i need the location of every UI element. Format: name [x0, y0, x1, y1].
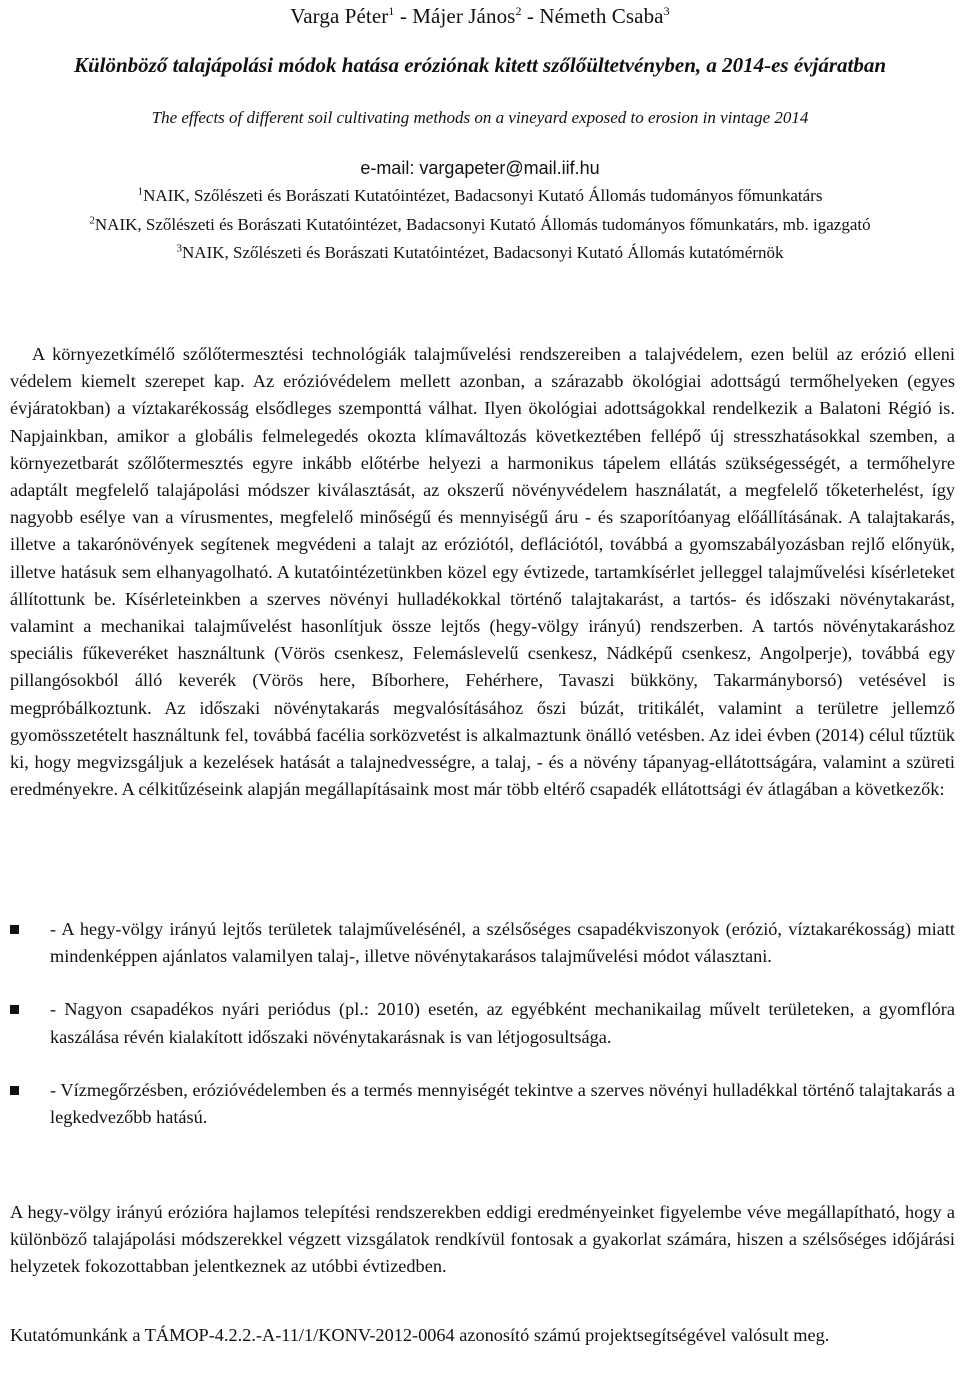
- affiliation-sup: 2: [89, 214, 95, 227]
- list-item: [10, 996, 955, 1050]
- author-name: Németh Csaba: [539, 4, 664, 28]
- author-sup: 2: [515, 4, 522, 18]
- list-item-text: - A hegy-völgy irányú lejtős területek talajművelésénél, a szélsőséges csapadékviszonyok (erózió, víztakarékosság) miatt mindenképpen ajánlatos valamilyen talaj-, illetve növénytakarásos talajművelési módot választani.: [50, 919, 955, 967]
- list-item: [10, 1077, 955, 1131]
- affiliation: [0, 186, 960, 206]
- square-bullet-icon: [10, 1086, 19, 1095]
- affiliation: [0, 215, 960, 235]
- list-item-text: - Vízmegőrzésben, erózióvédelemben és a termés mennyiségét tekintve a szerves növényi hulladékkal történő talajtakarás a legkedvezőbb hatású.: [50, 1079, 955, 1128]
- title-hungarian: Különböző talajápolási módok hatása eróziónak kitett szőlőültetvényben, a 2014-es évjáratban: [73, 53, 887, 77]
- title-english: The effects of different soil cultivating methods on a vineyard exposed to erosion in vintage 2014: [151, 108, 809, 127]
- list-item-text: - Nagyon csapadékos nyári periódus (pl.: 2010) esetén, az egyébként mechanikailag művelt területeken, a gyomflóra kaszálása révén kialakított időszaki növénytakarásnak is van létjogosultsága.: [50, 999, 955, 1047]
- affiliation-text: NAIK, Szőlészeti és Borászati Kutatóintézet, Badacsonyi Kutató Állomás kutatómérnök: [182, 243, 784, 262]
- findings-list: [10, 916, 955, 1157]
- author-sup: 1: [388, 4, 395, 18]
- affiliation-sup: 1: [137, 185, 144, 198]
- affiliation: [0, 243, 960, 263]
- acknowledgement-paragraph: Kutatómunkánk a TÁMOP-4.2.2.-A-11/1/KONV-2012-0064 azonosító számú projektsegítségével valósult meg.: [10, 1325, 830, 1345]
- affiliation-text: NAIK, Szőlészeti és Borászati Kutatóintézet, Badacsonyi Kutató Állomás tudományos főmunkatárs: [143, 186, 823, 205]
- square-bullet-icon: [10, 925, 19, 934]
- affiliation-sup: 3: [176, 242, 183, 255]
- author-name: Májer János: [412, 4, 516, 28]
- abstract-paragraph: A környezetkímélő szőlőtermesztési technológiák talajművelési rendszereiben a talajvédelem, ezen belül az erózió elleni védelem kiemelt szerepet kap. Az erózióvédelem mellett azonban, a szárazabb ökológiai adottságú termőhelyeken (egyes évjáratokban) a víztakarékosság elsődleges szemponttá válhat. Ilyen ökológiai adottságokkal rendelkezik a Balatoni Régió is. Napjainkban, amikor a globális felmelegedés okozta klímaváltozás következtében fellépő új stresszhatásokkal szemben, a környezetbarát szőlőtermesztés egyre inkább előtérbe helyezi a harmonikus tápelem ellátás szükségességét, a termőhelyre adaptált megfelelő talajápolási módszer kiválasztását, az okszerű növényvédelem használatát, a megfelelő tőketerhelést, így nagyobb esélye van a vírusmentes, megfelelő minőségű és mennyiségű áru - és szaporítóanyag előállításának. A talajtakarás, illetve a takarónövények segítenek megvédeni a talajt az eróziótól, deflációtól, továbbá a gyomszabályozásban rejlő előnyük, illetve hatásuk sem elhanyagolható. A kutatóintézetünkben közel egy évtizede, tartamkísérlet jelleggel talajművelési kísérleteket állítottunk be. Kísérleteinkben a szerves növényi hulladékokkal történő talajtakarást, a tartós- és időszaki növénytakarást, valamint a mechanikai talajművelést hasonlítjuk össze lejtős (hegy-völgy irányú) rendszerben. A tartós növénytakaráshoz speciális fűkeveréket használtunk (Vörös csenkesz, Felemáslevelű csenkesz, Nádképű csenkesz, Angolperje), továbbá egy pillangósokból álló keverék (Vörös here, Bíborhere, Fehérhere, Tavaszi bükköny, Takarmányborsó) vetésével is megpróbálkoztunk. Az időszaki növénytakarás megvalósításához őszi búzát, tritikálét, valamint a területre jellemző gyomösszetételt használtunk fel, továbbá facélia sorközvetést is alkalmaztunk önálló vetésben. Az idei évben (2014) célul tűztük ki, hogy megvizsgáljuk a kezelések hatását a talajnedvességre, a talaj, - és a növény tápanyag-ellátottságára, valamint a szüreti eredményekre. A célkitűzéseink alapján megállapításaink most már több eltérő csapadék ellátottsági év átlagában a következők:: [10, 344, 955, 800]
- author-separator: -: [394, 4, 413, 28]
- author-name: Varga Péter: [290, 4, 389, 28]
- author-line: [0, 4, 960, 29]
- author-sup: 3: [663, 4, 670, 18]
- author-email: e-mail: vargapeter@mail.iif.hu: [360, 158, 600, 178]
- conclusion-paragraph: A hegy-völgy irányú erózióra hajlamos telepítési rendszerekben eddigi eredményeinket figyelembe véve megállapítható, hogy a különböző talajápolási módszerekkel végzett vizsgálatok rendkívül fontosak a gyakorlat számára, hiszen a szélsőséges időjárási helyzetek fokozottabban jelentkeznek az utóbbi évtizedben.: [10, 1202, 955, 1277]
- square-bullet-icon: [10, 1005, 19, 1014]
- author-separator: -: [521, 4, 540, 28]
- affiliation-text: NAIK, Szőlészeti és Borászati Kutatóintézet, Badacsonyi Kutató Állomás tudományos főmunkatárs, mb. igazgató: [94, 215, 871, 234]
- list-item: [10, 916, 955, 970]
